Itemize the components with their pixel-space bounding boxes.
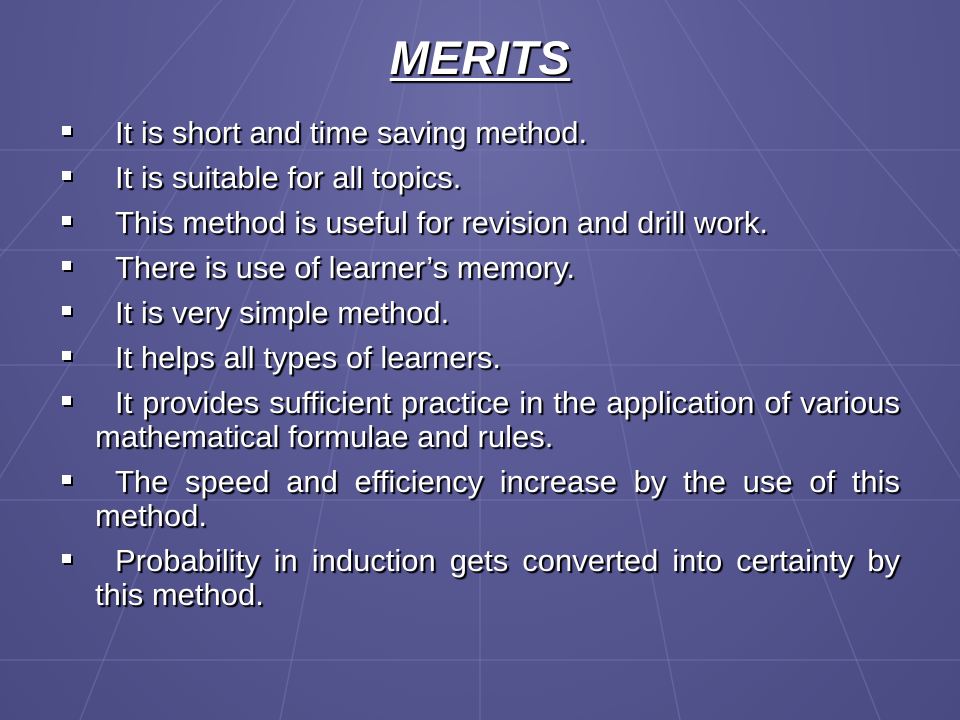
square-bullet-icon — [62, 171, 71, 180]
slide-title: MERITS — [389, 31, 571, 84]
bullet-text: It is very simple method. — [115, 295, 450, 330]
square-bullet-icon — [62, 475, 71, 484]
bullet-text: It is suitable for all topics. — [115, 160, 462, 195]
square-bullet-icon — [62, 396, 71, 405]
bullet-text: It helps all types of learners. — [115, 340, 501, 375]
square-bullet-icon — [62, 554, 71, 563]
bullet-text: It provides sufficient practice in the application of various mathematical formulae and rules. — [95, 385, 900, 454]
square-bullet-icon — [62, 261, 71, 270]
list-item — [60, 465, 900, 533]
list-item — [60, 296, 900, 330]
bullet-text: Probability in induction gets converted into certainty by this method. — [95, 543, 900, 612]
square-bullet-icon — [62, 126, 71, 135]
bullet-text: There is use of learner’s memory. — [115, 250, 576, 285]
square-bullet-icon — [62, 216, 71, 225]
bullet-text: It is short and time saving method. — [115, 115, 588, 150]
list-item — [60, 206, 900, 240]
list-item — [60, 251, 900, 285]
square-bullet-icon — [62, 306, 71, 315]
bullet-list — [60, 116, 900, 623]
list-item — [60, 386, 900, 454]
bullet-text: This method is useful for revision and drill work. — [115, 205, 768, 240]
list-item — [60, 341, 900, 375]
square-bullet-icon — [62, 351, 71, 360]
list-item — [60, 116, 900, 150]
list-item — [60, 544, 900, 612]
bullet-text: The speed and efficiency increase by the use of this method. — [95, 464, 900, 533]
list-item — [60, 161, 900, 195]
